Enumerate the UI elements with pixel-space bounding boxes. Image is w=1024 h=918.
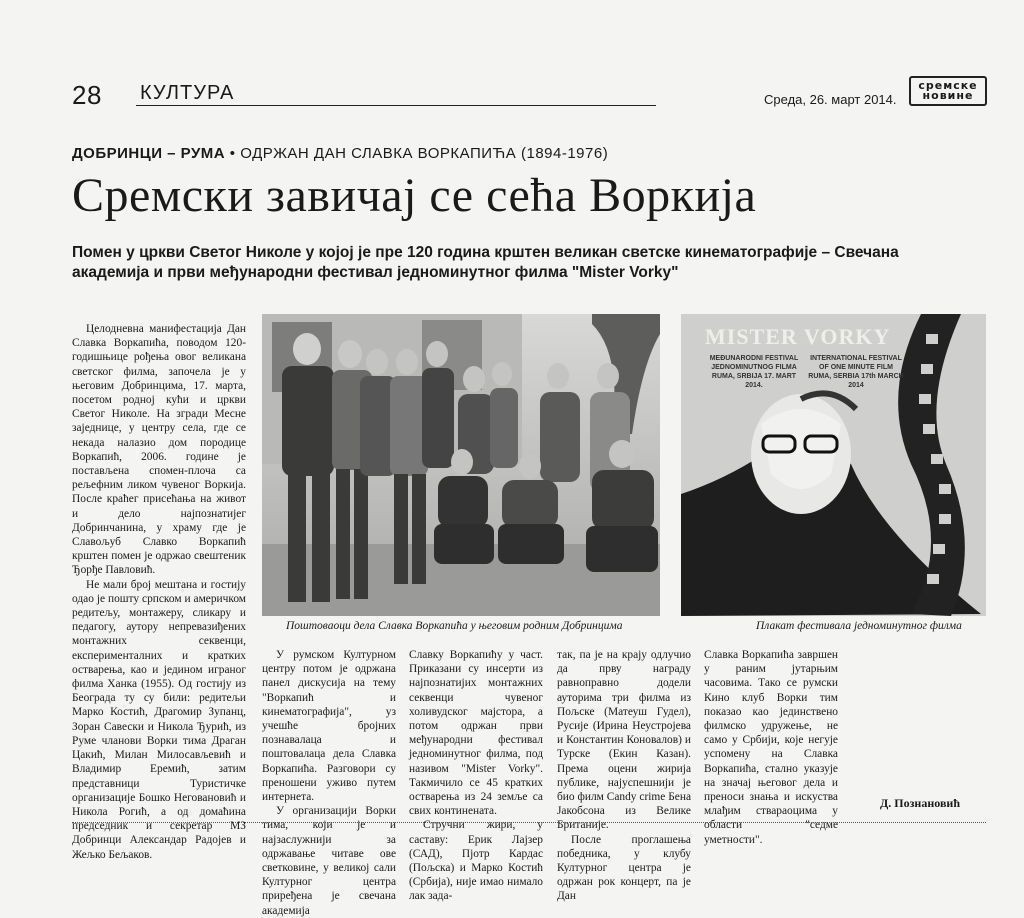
group-photo: [262, 314, 660, 616]
paragraph: Стручни жири, у саставу: Ерик Лајзер (САД), Пјотр Кардас (Пољска) и Марко Костић (Србија), није имао нимало лак зада-: [409, 819, 543, 903]
kicker-place: ДОБРИНЦИ – РУМА: [72, 145, 226, 162]
logo-top-text: сремске: [918, 79, 978, 92]
article-column-4: [557, 648, 691, 904]
paragraph: У румском Културном центру потом је одржана панел дискусија на тему "Воркапић и кинематографија", уз учешће бројних познавалаца и поштовалаца дела Славка Воркапића. Разговори су преношени уживо путем интернета.: [262, 649, 396, 804]
article-column-1: [72, 322, 246, 862]
paragraph: После проглашења победника, у клубу Културног центра је одржан рок концерт, па је Дан: [557, 833, 691, 903]
article-column-2: [262, 648, 396, 918]
author-byline: Д. Познановић: [880, 796, 961, 810]
logo-bottom-text: новине: [922, 89, 974, 102]
article-column-5: [704, 648, 838, 847]
poster-right-text: INTERNATIONAL FESTIVAL OF ONE MINUTE FILM RUMA, SERBIA 17th MARCH 2014: [808, 355, 904, 389]
header-rule: [136, 105, 656, 106]
deck: Помен у цркви Светог Николе у којој је пре 120 година крштен великан светске кинематографије – Свечана академија и први међународни фестивал једноминутног филма "Mister Vorky": [72, 244, 899, 281]
festival-poster: [681, 314, 986, 616]
paragraph: Целодневна манифестација Дан Славка Воркапића, поводом 120-годишњице рођења овог великана светског филма, започела је у његовим Добринцима, 17. марта, посетом родној кући и цркви Светог Николе. На згради Месне заједнице, у центру села, где се некада налазио дом породице Воркапић, 2006. године је постављена спомен-плоча са рељефним ликом чувеног Воркија. После краћег присећања на живот и дело најпознатијег Добринчанина, у храму где је Славољуб Славко Воркапић крштен помен је одржао свештеник Ђорђе Павловић.: [72, 323, 246, 577]
section-title: КУЛТУРА: [140, 82, 235, 104]
page-number: 28: [72, 80, 102, 110]
poster-left-text: MEĐUNARODNI FESTIVAL JEDNOMINUTNOG FILMA RUMA, SRBIJA 17. MART 2014.: [709, 355, 799, 389]
poster-caption: Плакат фестивала једноминутног филма: [756, 620, 962, 632]
photo-caption: Поштоваоци дела Славка Воркапића у његовим родним Добринцима: [286, 620, 623, 632]
kicker-separator: •: [225, 145, 241, 162]
paragraph: Славку Воркапићу у част. Приказани су инсерти из најпознатијих монтажних секвенци чувеног холивудског мајстора, а потом одржан први међународни фестивал једноминутног филма, под називом "Mister Vorky". Такмичило се 45 кратких остварења из 24 земље са свих континената.: [409, 649, 543, 818]
paragraph: так, па је на крају одлучио да прву награду равноправно додели ауторима три филма из Пољске (Матеуш Гудел), Русије (Ирина Неустројева и Константин Коновалов) и Турске (Екин Казан). Према оцени жирија публике, најуспешнији је био филм Candy crime Бена Јакобсона из Велике Британије.: [557, 649, 691, 832]
headline: Сремски завичај се сећа Воркија: [72, 169, 757, 222]
paragraph: Славка Воркапића завршен у раним јутарњим часовима. Тако се румски Кино клуб Ворки тим показао као јединствено филмско удружење, не само у Србији, које негује успомену на Славка Воркапића, стално указује на значај његовог дела и преноси знања и искуства млађим ствараоцима у области "седме уметности".: [704, 649, 838, 846]
paragraph: У организацији Ворки тима, који је и најзаслужнији за одржавање читаве ове светковине, у великој сали Културног центра приређена је свечана академија: [262, 805, 396, 917]
paragraph: Не мали број мештана и гостију одао је пошту српском и америчком редитељу, монтажеру, сликару и педагогу, аутору непревазиђених монтажних секвенци, експерименталних и кратких остварења, као и једином играног филма Ханка (1955). Од гостију из Београда ту су били: редитељи Марко Костић, Драгомир Зупанц, Зоран Савески и Никола Ђурић, из Румe чланови Ворки тима Драган Цакић, Милан Милосављевић и Владимир Еремић, затим представници Туристичке организације Бошко Неговановић и Никола Рогић, а од домаћина председник и секретар МЗ Добринци Александар Радојев и Жељко Бељаков.: [72, 578, 246, 861]
newspaper-logo: [909, 76, 987, 106]
article-column-3: [409, 648, 543, 904]
poster-title: MISTER VORKY: [705, 324, 891, 349]
issue-date: Среда, 26. март 2014.: [764, 92, 897, 107]
kicker-event: ОДРЖАН ДАН СЛАВКА ВОРКАПИЋА (1894-1976): [240, 145, 609, 162]
kicker: [72, 145, 608, 162]
footer-rule: [72, 822, 986, 823]
group-photo-illustration: [262, 314, 660, 616]
